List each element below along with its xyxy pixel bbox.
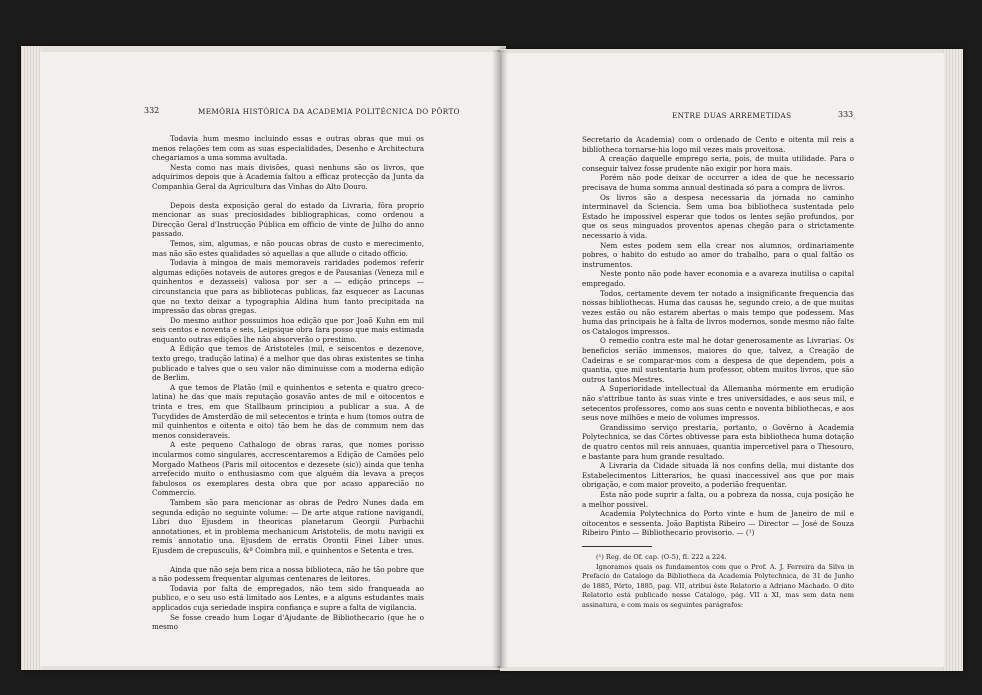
left-page-number: 332 (144, 106, 160, 115)
right-page (502, 53, 944, 667)
paragraph: Esta não pode suprir a falta, ou a pobreza da nossa, cuja posição he a melhor possivel. (582, 489, 854, 509)
left-page (40, 52, 500, 666)
left-running-head: MEMÓRIA HISTÓRICA DA ACADEMIA POLITÉCNICA DO PÔRTO (198, 107, 460, 116)
paragraph: A que temos de Platão (mil e quinhentos e setenta e quatro greco-latina) he das que mais reputação gosavão antes de mil e oitocentos e trinta e tres, em que Stallbaum principiou a publicar a sua. A de Tucydides de Amsterdão de mil setecentos e trinta e hum (tomos outra de mil quinhentos e oitenta e oito) tão bem he das de commum nem das menos consideraveis. (152, 382, 424, 440)
paragraph: Grandissimo serviço prestaria, portanto, o Govêrno à Academia Polytechnica, se das Côrtes obtivesse para esta bibliotheca huma dotação de quatro centos mil reis annuaes, quantia impercetivel para o Thesouro, e bastante para hum grande resultado. (582, 422, 854, 461)
paragraph: Porém não pode deixar de occurrer a idea de que he necessario precisava de huma somma annual destinada só para a compra de livros. (582, 173, 854, 192)
left-page-edges (21, 46, 41, 670)
paragraph: Os livros são a despesa necessaria da jornada no caminho interminavel da Sciencia. Sem uma boa bibliotheca sustentada pelo Estado he impossivel esperar que todos os lentes sejão profundos, por que os seus minguados proventos apenas chegão para o strictamente necessario à vida. (582, 192, 854, 240)
paragraph: Nem estes podem sem ella crear nos alumnos, ordinariamente pobres, o habito do estudo ao amor do trabalho, para o qual faltão os instrumentos. (582, 240, 854, 269)
right-running-head: ENTRE DUAS ARREMETIDAS (672, 111, 792, 120)
paragraph: Nesta como nas mais divisões, quasi nenhuns são os livros, que adquirimos depois que à Academia faltou a efficaz protecção da Junta da Companhia Geral da Agricultura das Vinhas do Alto Douro. (152, 162, 424, 191)
paragraph: A Livraria da Cidade situada là nos confins della, mui distante dos Estabelecimentos Litterarios, he quasi inaccessivel aos que por mais obrigação, e com maior proveito, a poderião frequentar. (582, 461, 854, 490)
book-gutter (492, 50, 508, 668)
right-page-number: 333 (838, 110, 854, 119)
paragraph: Secretario da Academia) com o ordenado de Cento e oitenta mil reis a bibliotheca tornarse-hia logo mil vezes mais proveitosa. (582, 135, 854, 154)
paragraph: Todavia por falta de empregados, não tem sido franqueada ao publico, e o seu uso está limitado aos Lentes, e a alguns estudantes mais applicados cuja seriedade inspira confiança e supre a falta de vigilancia. (152, 583, 424, 612)
left-text-block (152, 134, 424, 632)
paragraph: Se fosse creado hum Logar d'Ajudante de Bibliothecario (que he o mesmo (152, 612, 424, 632)
paragraph: A este pequeno Cathalogo de obras raras, que nomes porisso incularmos como singulares, accrescentaremos a Edição de Camões pelo Morgado Matheos (Paris mil oitocentos e dezesete (sic)) ainda que tenha arrefecido muito o enthusiasmo com que alguém dia levava a preços fabulosos os exemplares desta obra que por acaso apparecião no Commercio. (152, 440, 424, 498)
footnote: (¹) Reg. de Of. cap. (O-5), fl. 222 a 224. (596, 552, 727, 561)
paragraph: Depois desta exposição geral do estado da Livraria, fôra proprio mencionar as suas preciosidades bibliographicas, como ordenou a Direcção Geral d'Instrucção Pública em officio de vinte de Julho do anno passado. (152, 200, 424, 239)
right-page-edges (943, 49, 963, 671)
paragraph: Academia Polytechnica do Porto vinte e hum de Janeiro de mil e oitocentos e sessenta. João Baptista Ribeiro — Director — José de Souza Ribeiro Pinto — Bibliothecario provisorio. — (¹) (582, 509, 854, 538)
footnote: Ignoramos quais os fundamentos com que o Prof. A. J. Ferreira da Silva in Prefacio do Catalogo da Bibliotheca da Academia Polytechnica, de 31 de Junho de 1885, Pôrto, 1885, pag. VII, atribui êste Relatorio a Adriano Machado. O dito Relatorio está publicado nesse Catalogo, pág. VII a XI, mas sem data nem assinatura, e com mais os seguintes parágrafos: (582, 562, 854, 609)
paragraph: Todavia hum mesmo incluindo essas e outras obras que mui os menos relações tem com as suas especialidades, Desenho e Architectura chegariamos a uma somma avultada. (152, 134, 424, 163)
footnote-rule (582, 546, 652, 547)
paragraph: Todavia à mingoa de mais memoraveis raridades podemos referir algumas edições notaveis de autores gregos e de Pausanias (Veneza mil e quinhentos e dezasseis) valiosa por ser a — edição princeps — circunstancia que para as bibliotecas publicas, faz esquecer as Lacunas que no texto deixar a typographia Aldina hum tanto precipitada na impressão das obras gregas. (152, 258, 424, 316)
right-text-block (582, 135, 854, 611)
paragraph: Ainda que não seja bem rica a nossa biblioteca, não he tão pobre que a não podessem frequentar algumas centenares de leitores. (152, 564, 424, 584)
paragraph: A creação daquelle emprego seria, pois, de muita utilidade. Para o conseguir talvez fosse prudente não exigir por hora mais. (582, 154, 854, 173)
paragraph: O remedio contra este mal he dotar generosamente as Livrarias. Os beneficios serião immensos, maiores do que, talvez, a Creação de Cadeiras e se comparar-mos com a despesa de que dependem, pois a quantia, que mil sustentaria hum professor, obtem muitos livros, que são outros tantos Mestres. (582, 336, 854, 384)
paragraph: Todos, certamente devem ter notado a insignificante frequencia das nossas bibliothecas. Huma das causas he, segundo creio, a de que muitas vezes estão ou não estarem abertas o mais tempo que podessem. Mas huma das principais he à falta de livros modernos, sonde mesmo não falte os Catalogos impressos. (582, 288, 854, 336)
paragraph: Neste ponto não pode haver economia e a avareza inutilisa o capital empregado. (582, 269, 854, 288)
paragraph: Temos, sim, algumas, e não poucas obras de custo e merecimento, mas não são estes qualidades só aquellas a que allude o citado officio. (152, 238, 424, 258)
paragraph: Tambem são para mencionar as obras de Pedro Nunes dada em segunda edição no seguinte volume: — De arte atque ratione navigandi, Libri duo Ejusdem in theoricas planetarum Georgii Purbachii annotationes, et in problema mechanicum Aristotelis, de motu navigii ex remis annotatio una. Ejusdem de erratis Orontii Finei Liber unus. Ejusdem de crepusculis, &ª Coimbra mil, e quinhentos e Setenta e tres. (152, 497, 424, 555)
paragraph: Do mesmo author possuimos hoa edição que por Joaõ Kuhn em mil seis centos e noventa e seis, Leipsique obra fara posso que mais estimada enquanto outras edições lhe não absorverão o prestimo. (152, 315, 424, 344)
paragraph: A Edição que temos de Aristoteles (mil, e seiscentos e dezenove, texto grego, tradução latina) é a melhor que das obras existentes se tinha publicado e talves que o seu valor não diminuisse com a moderna edição de Berlim. (152, 344, 424, 383)
paragraph: A Superioridade intellectual da Allemanha mórmente em erudição não s'attribue tanto às suas vinte e tres universidades, e aos seus mil, e setecentos professores, como aos suas cento e noventa bibliothecas, e aos seus nove milhões e meio de volumes impressos. (582, 384, 854, 423)
